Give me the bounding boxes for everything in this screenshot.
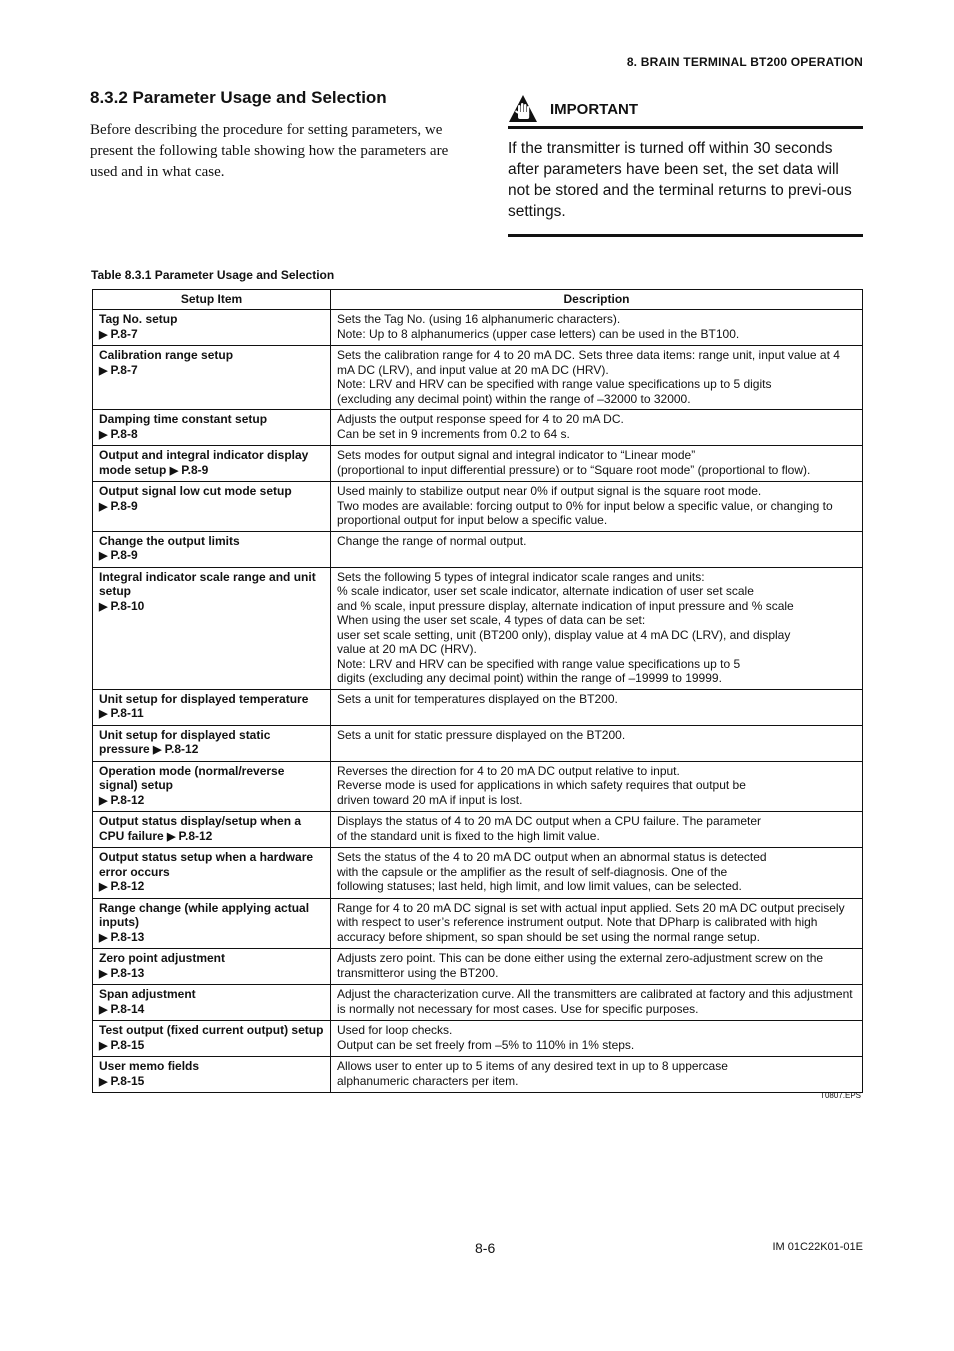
- description-cell: Sets the status of the 4 to 20 mA DC output when an abnormal status is detected with the capsule or the amplifier as the result of self-diagnosis. One of the following statuses; last held, high limit, and low limit values, can be selected.: [331, 848, 863, 899]
- chapter-header: 8. BRAIN TERMINAL BT200 OPERATION: [626, 55, 863, 69]
- description-cell: Sets the calibration range for 4 to 20 mA DC. Sets three data items: range unit, input value at 4 mA DC (LRV), and input value at 20 mA DC (HRV). Note: LRV and HRV can be specified with range value specifications up to 5 digits (excluding any decimal point) within the range of –32000 to 32000.: [331, 346, 863, 410]
- description-cell: Sets a unit for temperatures displayed on the BT200.: [331, 689, 863, 725]
- description-cell: Reverses the direction for 4 to 20 mA DC output relative to input. Reverse mode is used for applications in which safety requires that output be driven toward 20 mA if input is lost.: [331, 761, 863, 812]
- page-reference: P.8-12: [110, 792, 145, 807]
- warning-hand-icon: [508, 94, 538, 124]
- table-row: [93, 689, 863, 725]
- page-ref-arrow-icon: ▶: [99, 550, 111, 562]
- page-reference: P.8-11: [110, 706, 144, 720]
- table-row: [93, 567, 863, 689]
- important-text: If the transmitter is turned off within 30 seconds after parameters have been set, the set data will not be stored and the terminal returns to previ-ous settings.: [508, 129, 863, 237]
- intro-paragraph: Before describing the procedure for setting parameters, we present the following table showing how the parameters are used and in what case.: [90, 122, 449, 180]
- table-row: [93, 482, 863, 532]
- setup-item-label: Operation mode (normal/reverse signal) setup: [99, 763, 285, 792]
- description-cell: Used for loop checks. Output can be set freely from –5% to 110% in 1% steps.: [331, 1021, 863, 1057]
- setup-item-cell: [93, 346, 331, 410]
- setup-item-label: Output status display/setup when a CPU failure: [99, 814, 302, 843]
- setup-item-label: Output and integral indicator display mode setup: [99, 448, 309, 477]
- table-row: [93, 346, 863, 410]
- table-body: [93, 310, 863, 1093]
- table-row: [93, 898, 863, 949]
- page-reference: P.8-12: [178, 828, 213, 843]
- setup-item-label: Integral indicator scale range and unit setup: [99, 569, 316, 598]
- description-cell: Sets a unit for static pressure displayed on the BT200.: [331, 725, 863, 761]
- table-row: [93, 848, 863, 899]
- page-reference: P.8-14: [110, 1001, 145, 1016]
- setup-item-cell: [93, 310, 331, 346]
- page-number: 8-6: [475, 1240, 496, 1256]
- description-cell: Change the range of normal output.: [331, 531, 863, 567]
- page-ref-arrow-icon: ▶: [153, 744, 165, 756]
- section-title: 8.3.2 Parameter Usage and Selection: [90, 88, 387, 107]
- setup-item-cell: [93, 985, 331, 1021]
- page-ref-arrow-icon: ▶: [99, 364, 111, 377]
- document-id: IM 01C22K01-01E: [772, 1241, 863, 1253]
- page-ref-arrow-icon: ▶: [99, 708, 111, 720]
- table-row: [93, 446, 863, 482]
- page-reference: P.8-10: [110, 598, 145, 613]
- description-cell: Sets the Tag No. (using 16 alphanumeric characters). Note: Up to 8 alphanumerics (upper case letters) can be used in the BT100.: [331, 310, 863, 346]
- description-cell: Displays the status of 4 to 20 mA DC output when a CPU failure. The parameter of the standard unit is fixed to the high limit value.: [331, 812, 863, 848]
- table-row: [93, 1021, 863, 1057]
- page-ref-arrow-icon: ▶: [99, 931, 111, 944]
- setup-item-label: Range change (while applying actual inputs): [99, 900, 310, 929]
- important-notice: [508, 92, 863, 237]
- setup-item-label: Output signal low cut mode setup: [99, 484, 292, 498]
- page-reference: P.8-7: [110, 362, 138, 377]
- description-cell: Sets modes for output signal and integral indicator to “Linear mode” (proportional to input differential pressure) or to “Square root mode” (proportional to flow).: [331, 446, 863, 482]
- description-cell: Range for 4 to 20 mA DC signal is set with actual input applied. Sets 20 mA DC output precisely with respect to user’s reference instrument output. Note that DPharp is calibrated with high accuracy before shipment, so span should be set using the normal range setup.: [331, 898, 863, 949]
- setup-item-label: Calibration range setup: [99, 348, 234, 362]
- column-header-setup-item: Setup Item: [93, 290, 331, 310]
- page-reference: P.8-9: [110, 548, 138, 562]
- setup-item-cell: [93, 949, 331, 985]
- table-row: [93, 761, 863, 812]
- page-ref-arrow-icon: ▶: [99, 1039, 111, 1052]
- page-reference: P.8-12: [110, 879, 145, 893]
- table-row: [93, 410, 863, 446]
- important-header: [508, 92, 863, 129]
- setup-item-label: Zero point adjustment: [99, 951, 225, 965]
- setup-item-cell: [93, 812, 331, 848]
- setup-item-label: User memo fields: [99, 1059, 200, 1073]
- setup-item-cell: [93, 761, 331, 812]
- page-reference: P.8-8: [110, 426, 138, 441]
- description-cell: Used mainly to stabilize output near 0% if output signal is the square root mode. Two modes are available: forcing output to 0% for input below a specific value, or changing to proportional output for input below a specific value.: [331, 482, 863, 532]
- page-ref-arrow-icon: ▶: [167, 830, 179, 843]
- page-ref-arrow-icon: ▶: [99, 328, 111, 341]
- description-cell: Adjusts zero point. This can be done either using the external zero-adjustment screw on the transmitteror using the BT200.: [331, 949, 863, 985]
- setup-item-cell: [93, 567, 331, 689]
- page-reference: P.8-9: [181, 462, 209, 477]
- page-reference: P.8-15: [110, 1073, 145, 1088]
- setup-item-cell: [93, 848, 331, 899]
- setup-item-label: Unit setup for displayed temperature: [99, 691, 309, 706]
- setup-item-cell: [93, 482, 331, 532]
- table-row: [93, 531, 863, 567]
- description-cell: Adjust the characterization curve. All the transmitters are calibrated at factory and this adjustment is normally not necessary for most cases. Use for specific purposes.: [331, 985, 863, 1021]
- page-ref-arrow-icon: ▶: [99, 1075, 111, 1088]
- page-reference: P.8-7: [110, 326, 138, 341]
- page-reference: P.8-9: [110, 498, 138, 513]
- page-ref-arrow-icon: ▶: [99, 794, 111, 807]
- table-row: [93, 725, 863, 761]
- setup-item-cell: [93, 725, 331, 761]
- parameter-table: [92, 289, 863, 1093]
- page-ref-arrow-icon: ▶: [99, 967, 111, 980]
- page-ref-arrow-icon: ▶: [169, 464, 182, 477]
- setup-item-cell: [93, 898, 331, 949]
- page-reference: P.8-13: [110, 929, 145, 944]
- column-header-description: Description: [331, 290, 863, 310]
- setup-item-label: Test output (fixed current output) setup: [99, 1023, 324, 1037]
- page-ref-arrow-icon: ▶: [99, 1003, 111, 1016]
- page-ref-arrow-icon: ▶: [99, 428, 111, 441]
- description-cell: Allows user to enter up to 5 items of any desired text in up to 8 uppercase alphanumeric characters per item.: [331, 1057, 863, 1093]
- setup-item-label: Damping time constant setup: [99, 412, 268, 426]
- page-reference: P.8-12: [164, 742, 199, 756]
- setup-item-label: Unit setup for displayed static pressure: [99, 727, 271, 756]
- setup-item-label: Tag No. setup: [99, 312, 178, 326]
- table-row: [93, 310, 863, 346]
- setup-item-cell: [93, 689, 331, 725]
- setup-item-cell: [93, 1021, 331, 1057]
- setup-item-cell: [93, 531, 331, 567]
- important-title: IMPORTANT: [550, 100, 639, 118]
- page-ref-arrow-icon: ▶: [99, 600, 111, 613]
- setup-item-cell: [93, 410, 331, 446]
- page-reference: P.8-15: [110, 1037, 145, 1052]
- table-header-row: [93, 290, 863, 310]
- description-cell: Adjusts the output response speed for 4 to 20 mA DC. Can be set in 9 increments from 0.2 to 64 s.: [331, 410, 863, 446]
- table-caption: Table 8.3.1 Parameter Usage and Selection: [91, 268, 335, 282]
- file-tag: T0807.EPS: [820, 1091, 861, 1100]
- setup-item-cell: [93, 1057, 331, 1093]
- table-row: [93, 1057, 863, 1093]
- description-cell: Sets the following 5 types of integral indicator scale ranges and units: % scale indicator, user set scale indicator, alternate indication of user set scale and % scale, input pressure display, alternate indication of input pressure and % scale When using the user set scale, 4 types of data can be set: user set scale setting, unit (BT200 only), display value at 4 mA DC (LRV), and display value at 20 mA DC (HRV). Note: LRV and HRV can be specified with range value specifications up to 5 digits (excluding any decimal point) within the range of –19999 to 19999.: [331, 567, 863, 689]
- page-ref-arrow-icon: ▶: [99, 500, 111, 513]
- page-reference: P.8-13: [110, 965, 145, 980]
- table-row: [93, 949, 863, 985]
- table-row: [93, 985, 863, 1021]
- setup-item-label: Change the output limits: [99, 533, 240, 548]
- setup-item-label: Span adjustment: [99, 987, 196, 1001]
- setup-item-label: Output status setup when a hardware error occurs: [99, 850, 314, 879]
- page-ref-arrow-icon: ▶: [99, 881, 111, 893]
- setup-item-cell: [93, 446, 331, 482]
- table-row: [93, 812, 863, 848]
